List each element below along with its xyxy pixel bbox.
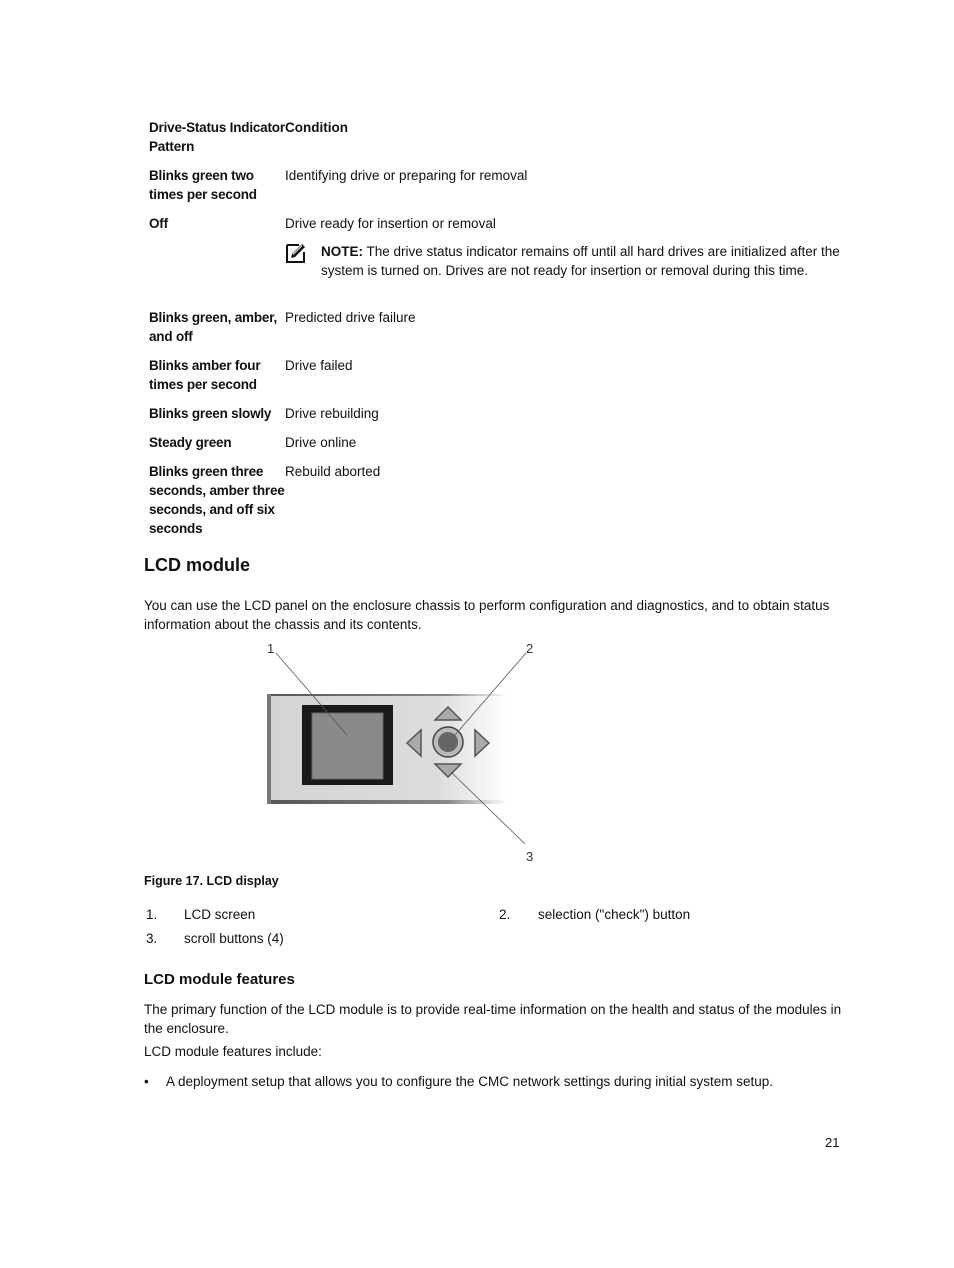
lcd-intro-paragraph: You can use the LCD panel on the enclosure chassis to perform configuration and diagnostics, and to obtain status information about the chassis and its contents.	[144, 598, 830, 632]
condition-cell: Rebuild aborted	[285, 464, 381, 479]
lcd-display-figure	[250, 636, 550, 868]
legend-text: LCD screen	[184, 907, 256, 922]
bullet-text: A deployment setup that allows you to configure the CMC network settings during initial system setup.	[166, 1074, 774, 1089]
table-row	[144, 356, 845, 404]
table-row	[144, 462, 845, 548]
pattern-cell: Blinks green slowly	[149, 406, 272, 421]
pencil-note-icon	[285, 242, 307, 264]
condition-cell	[285, 214, 845, 308]
callout-2: 2	[526, 641, 534, 656]
header-pattern: Drive-Status Indicator Pattern	[149, 120, 285, 154]
features-intro-paragraph: LCD module features include:	[144, 1044, 322, 1059]
note-text	[321, 242, 841, 280]
callout-3: 3	[526, 849, 534, 864]
table-row	[144, 214, 845, 308]
table-row	[144, 166, 845, 214]
condition-cell: Drive failed	[285, 358, 353, 373]
table-row	[144, 404, 845, 433]
legend-number: 1.	[146, 907, 158, 922]
callout-1: 1	[267, 641, 275, 656]
legend-text: scroll buttons (4)	[184, 931, 284, 946]
header-condition: Condition	[285, 120, 348, 135]
table-header-row	[144, 118, 845, 166]
pattern-cell: Blinks green two times per second	[149, 168, 257, 202]
bullet-icon: •	[144, 1074, 149, 1089]
legend-number: 2.	[499, 907, 511, 922]
lcd-screen	[302, 705, 393, 785]
note-label: NOTE:	[321, 244, 363, 259]
subsection-title-lcd-features: LCD module features	[144, 971, 295, 988]
condition-cell: Predicted drive failure	[285, 310, 416, 325]
page-number: 21	[825, 1135, 840, 1150]
condition-cell: Drive online	[285, 435, 357, 450]
legend-number: 3.	[146, 931, 158, 946]
pattern-cell: Steady green	[149, 435, 232, 450]
pattern-cell: Blinks green, amber, and off	[149, 310, 278, 344]
section-title-lcd-module: LCD module	[144, 555, 250, 575]
figure-caption: Figure 17. LCD display	[144, 874, 279, 888]
pattern-cell: Blinks amber four times per second	[149, 358, 261, 392]
legend-text: selection ("check") button	[538, 907, 691, 922]
table-row	[144, 308, 845, 356]
pattern-cell: Blinks green three seconds, amber three seconds, and off six seconds	[149, 464, 285, 536]
note-body: The drive status indicator remains off until all hard drives are initialized after the system is turned on. Drives are not ready for insertion or removal during this time.	[321, 244, 840, 278]
features-paragraph: The primary function of the LCD module is to provide real-time information on the health and status of the modules in the enclosure.	[144, 1002, 842, 1036]
pattern-cell: Off	[149, 216, 168, 231]
list-item	[144, 1074, 773, 1089]
condition-cell: Identifying drive or preparing for removal	[285, 168, 528, 183]
condition-text: Drive ready for insertion or removal	[285, 216, 496, 231]
note-box	[285, 242, 845, 280]
table-row	[144, 433, 845, 462]
condition-cell: Drive rebuilding	[285, 406, 379, 421]
drive-status-table	[144, 118, 845, 548]
